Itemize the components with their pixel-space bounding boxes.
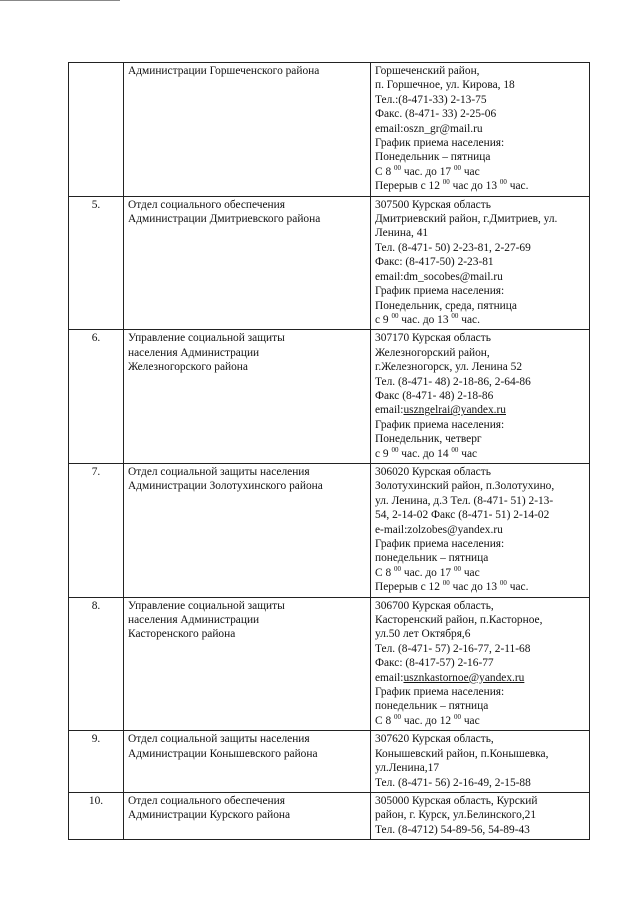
contact-line: e-mail:zolzobes@yandex.ru [375,523,503,536]
contact-line: Горшеченский район, [375,65,480,77]
row-number: 5. [69,196,124,330]
contact-info [371,597,590,731]
table-row [69,792,590,839]
contact-info [371,792,590,839]
contact-line: с 9 $^{00}$ час. до 13 $^{00}$ час. [375,311,480,326]
table-row [69,330,590,464]
organization-name: Управление социальной защиты населения Администрации Железногорского района [124,330,371,464]
contacts-table [68,62,590,840]
contact-line: email:usznkastornoe@yandex.ru [375,671,525,684]
contact-info [371,330,590,464]
contact-line: email:uszngelrai@yandex.ru [375,404,506,417]
organization-name: Отдел социальной защиты населения Администрации Конышевского района [124,731,371,793]
contact-line: email:oszn_gr@mail.ru [375,122,483,135]
contact-info [371,196,590,330]
row-number: 10. [69,792,124,839]
contact-line: Понедельник, среда, пятница [375,299,517,312]
contact-line: 54, 2-14-02 Факс (8-471- 51) 2-14-02 [375,509,550,522]
contact-line: 307500 Курская область [375,198,491,211]
contact-line: Железногорский район, [375,346,490,359]
contact-line: ул.Ленина,17 [375,762,440,775]
contact-line: Перерыв с 12 $^{00}$ час до 13 $^{00}$ час. [375,178,529,193]
contact-line: График приема населения: [375,137,505,150]
contact-line: Конышевский район, п.Конышевка, [375,747,549,760]
contact-line: Понедельник, четверг [375,433,482,446]
contact-line: понедельник – пятница [375,700,489,713]
row-number [69,63,124,197]
contact-line: 305000 Курская область, Курский [375,794,538,807]
contact-line: Факс: (8-417-50) 2-23-81 [375,256,494,269]
contact-line: График приема населения: [375,686,505,699]
organization-name: Отдел социальной защиты населения Администрации Золотухинского района [124,463,371,597]
contact-info [371,63,590,197]
row-number: 7. [69,463,124,597]
contact-line: График приема населения: [375,285,505,298]
contact-line: с 9 $^{00}$ час. до 14 $^{00}$ час [375,445,478,460]
email-link[interactable]: uszngelrai@yandex.ru [403,404,506,417]
contact-line: Факс. (8-471- 33) 2-25-06 [375,108,497,121]
contact-line: График приема населения: [375,538,505,550]
table-row [69,731,590,793]
contact-line: район, г. Курск, ул.Белинского,21 [375,809,537,822]
contact-line: Касторенский район, п.Касторное, [375,614,543,627]
contact-line: 307170 Курская область [375,332,491,345]
row-number: 8. [69,597,124,731]
contact-line: ул.50 лет Октября,6 [375,628,471,641]
contact-line: 306020 Курская область [375,465,491,478]
contact-line: Тел. (8-471- 56) 2-16-49, 2-15-88 [375,776,531,789]
contact-line: Тел. (8-471- 48) 2-18-86, 2-64-86 [375,375,531,388]
table-row [69,196,590,330]
organization-name: Отдел социального обеспечения Администрации Дмитриевского района [124,196,371,330]
contact-line: Факс (8-471- 48) 2-18-86 [375,389,494,402]
contact-line: С 8 $^{00}$ час. до 17 $^{00}$ час [375,564,480,579]
contact-line: Тел. (8-471- 50) 2-23-81, 2-27-69 [375,241,531,254]
contact-line: Золотухинский район, п.Золотухино, [375,480,555,493]
contact-info [371,731,590,793]
row-number: 6. [69,330,124,464]
email-link[interactable]: usznkastornoe@yandex.ru [403,671,525,684]
contact-line: п. Горшечное, ул. Кирова, 18 [375,79,515,92]
contact-line: Тел. (8-4712) 54-89-56, 54-89-43 [375,823,530,836]
scan-edge-line [0,0,120,1]
contact-line: С 8 $^{00}$ час. до 17 $^{00}$ час [375,163,480,178]
organization-name: Администрации Горшеченского района [124,63,371,197]
table-row [69,463,590,597]
organization-name: Управление социальной защиты населения Администрации Касторенского района [124,597,371,731]
contact-line: ул. Ленина, д.3 Тел. (8-471- 51) 2-13- [375,494,554,507]
contact-line: Дмитриевский район, г.Дмитриев, ул. [375,213,558,226]
contact-line: понедельник – пятница [375,552,489,565]
contact-line: Ленина, 41 [375,227,429,240]
contact-line: Тел.:(8-471-33) 2-13-75 [375,93,487,106]
contact-line: 306700 Курская область, [375,599,494,612]
table-row [69,63,590,197]
table-row [69,597,590,731]
contact-line: График приема населения: [375,418,505,431]
contacts-table-body [69,63,590,840]
contact-line: 307620 Курская область, [375,733,494,746]
contact-line: Тел. (8-471- 57) 2-16-77, 2-11-68 [375,642,531,655]
contact-info [371,463,590,597]
contact-line: Факс: (8-417-57) 2-16-77 [375,657,494,670]
contact-line: Понедельник – пятница [375,151,491,164]
row-number: 9. [69,731,124,793]
contact-line: email:dm_socobes@mail.ru [375,270,503,283]
organization-name: Отдел социального обеспечения Администрации Курского района [124,792,371,839]
contact-line: С 8 $^{00}$ час. до 12 $^{00}$ час [375,712,480,727]
contact-line: Перерыв с 12 $^{00}$ час до 13 $^{00}$ час. [375,579,529,594]
contact-line: г.Железногорск, ул. Ленина 52 [375,361,523,374]
